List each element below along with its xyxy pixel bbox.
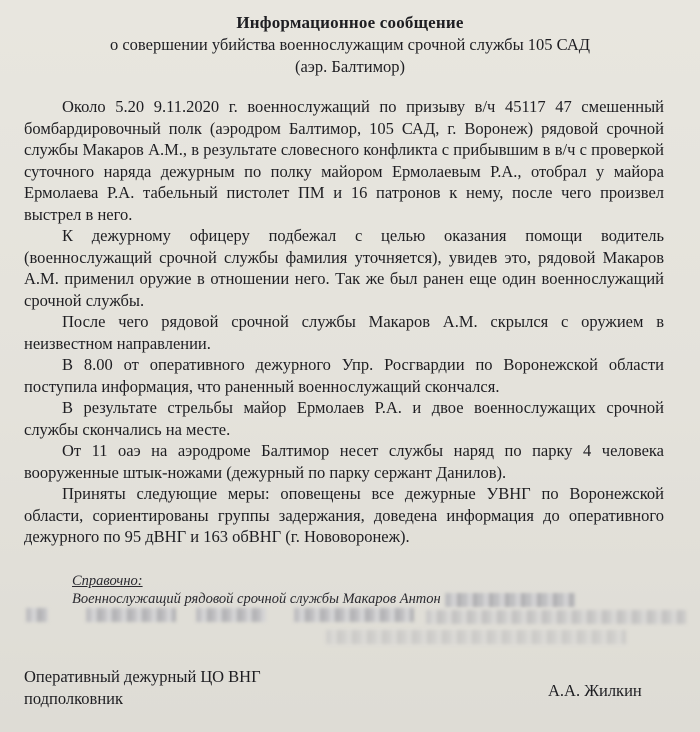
signature-position-line1: Оперативный дежурный ЦО ВНГ bbox=[24, 667, 261, 686]
reference-text: Военнослужащий рядовой срочной службы Макаров Антон bbox=[72, 591, 441, 607]
signature-name: А.А. Жилкин bbox=[548, 681, 642, 700]
redacted-block bbox=[445, 593, 575, 607]
redacted-area bbox=[26, 606, 666, 644]
paragraph-wounded: В 8.00 от оперативного дежурного Упр. Росгвардии по Воронежской области поступила информация, что раненный военнослужащий скончался. bbox=[24, 355, 664, 396]
document-title: Информационное сообщение bbox=[236, 13, 464, 32]
paragraph-incident: Около 5.20 9.11.2020 г. военнослужащий по призыву в/ч 45117 47 смешенный бомбардировочный полк (аэродром Балтимор, 105 САД, г. Воронеж) рядовой срочной службы Макаров А.М., в результате словесного конфликта с прибывшим в в/ч с проверкой суточного наряда дежурным по полку майором Ермолаевым Р.А., отобрал у майора Ермолаева Р.А. табельный пистолет ПМ и 16 патронов к нему, после чего произвел выстрел в него. bbox=[24, 97, 664, 224]
signature-position bbox=[24, 666, 261, 710]
paragraph-escape: После чего рядовой срочной службы Макаров А.М. скрылся с оружием в неизвестном направлении. bbox=[24, 312, 664, 353]
document-body bbox=[24, 96, 664, 548]
reference-label: Справочно: bbox=[72, 573, 143, 589]
document-subtitle: о совершении убийства военнослужащим срочной службы 105 САД bbox=[109, 35, 591, 54]
document-subtitle-location: (аэр. Балтимор) bbox=[294, 57, 406, 76]
paragraph-guard: От 11 оаэ на аэродроме Балтимор несет службы наряд по парку 4 человека вооруженные штык-ножами (дежурный по парку сержант Данилов). bbox=[24, 441, 664, 482]
reference-note bbox=[72, 572, 672, 608]
signature-rank: подполковник bbox=[24, 689, 123, 708]
paragraph-driver: К дежурному офицеру подбежал с целью оказания помощи водитель (военнослужащий срочной службы фамилия уточняется), увидев это, рядовой Макаров А.М. применил оружие в отношении него. Так же был ранен еще один военнослужащий срочной службы. bbox=[24, 226, 664, 310]
paragraph-casualties: В результате стрельбы майор Ермолаев Р.А. и двое военнослужащих срочной службы скончались на месте. bbox=[24, 398, 664, 439]
paragraph-measures: Приняты следующие меры: оповещены все дежурные УВНГ по Воронежской области, сориентированы группы задержания, доведена информация до оперативного дежурного по 95 дВНГ и 163 обВНГ (г. Нововоронеж). bbox=[24, 484, 664, 546]
